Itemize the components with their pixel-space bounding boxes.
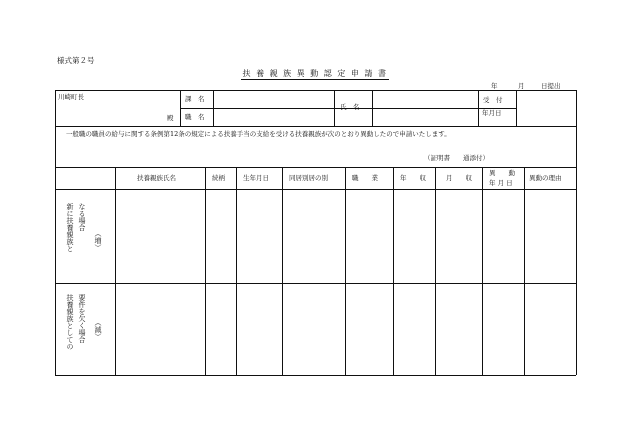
header-birth-date: 生年月日: [243, 174, 269, 182]
address-divider-4: [372, 90, 373, 126]
col-divider-living: [345, 167, 346, 375]
received-label-line1: 受 付: [483, 96, 503, 104]
application-statement: 一般職の職員の給与に関する条例第12条の規定による扶養手当の支給を受ける扶養親族が次のとおり異動したので申請いたします。: [66, 130, 451, 138]
col-divider-row-label: [115, 167, 116, 375]
col-divider-monthly: [482, 167, 483, 375]
address-divider-5: [478, 90, 479, 126]
col-divider-annual: [435, 167, 436, 375]
date-submitted-label: 日提出: [541, 82, 561, 90]
form-title: 扶 養 親 族 異 動 認 定 申 請 書: [242, 69, 388, 78]
honorific-label: 殿: [167, 114, 174, 122]
position-label: 職 名: [185, 113, 205, 121]
col-divider-relation: [236, 167, 237, 375]
header-monthly-income: 月 収: [446, 174, 472, 182]
header-living-status: 同居別居の別: [289, 174, 328, 182]
header-dependent-name: 扶養親族氏名: [137, 174, 176, 182]
table-top-border: [55, 90, 576, 91]
certificate-note: （証明書 通添付）: [424, 154, 489, 162]
row-increase-tag: （増）: [94, 230, 102, 251]
header-change-date-line2: 年 月 日: [489, 179, 513, 187]
date-month-label: 月: [518, 82, 525, 90]
header-relation: 続柄: [212, 174, 225, 182]
received-label-line2: 年月日: [482, 109, 502, 117]
recipient-label: 川崎町長: [58, 93, 84, 101]
row-decrease-line1: 扶養親族としての: [66, 294, 74, 350]
col-divider-occupation: [393, 167, 394, 375]
row-increase-line1: 新に扶養親族と: [66, 203, 74, 252]
header-change-date-line1: 異 動: [489, 169, 515, 177]
col-divider-change-date: [524, 167, 525, 375]
address-divider-6: [516, 90, 517, 126]
date-year-label: 年: [491, 82, 498, 90]
address-divider-3: [334, 90, 335, 126]
header-occupation: 職 業: [352, 174, 378, 182]
col-divider-birth: [282, 167, 283, 375]
column-header-bottom-line: [55, 189, 576, 190]
statement-bottom-line: [55, 167, 576, 168]
row-increase-line2: なる場合: [78, 203, 86, 231]
table-right-border: [576, 90, 577, 375]
row-decrease-line2: 要件を欠く場合: [78, 294, 86, 343]
name-label: 氏 名: [340, 103, 360, 111]
row-decrease-tag: （減）: [94, 319, 102, 340]
table-left-border: [55, 90, 56, 375]
address-divider-1: [180, 90, 181, 126]
header-change-reason: 異動の理由: [529, 174, 562, 182]
row-divider-line: [55, 283, 576, 284]
table-bottom-border: [55, 375, 576, 376]
address-bottom-line: [55, 126, 576, 127]
address-divider-2: [213, 90, 214, 126]
header-annual-income: 年 収: [400, 174, 426, 182]
form-number: 様式第２号: [57, 56, 95, 65]
section-label: 課 名: [185, 95, 205, 103]
col-divider-name: [205, 167, 206, 375]
